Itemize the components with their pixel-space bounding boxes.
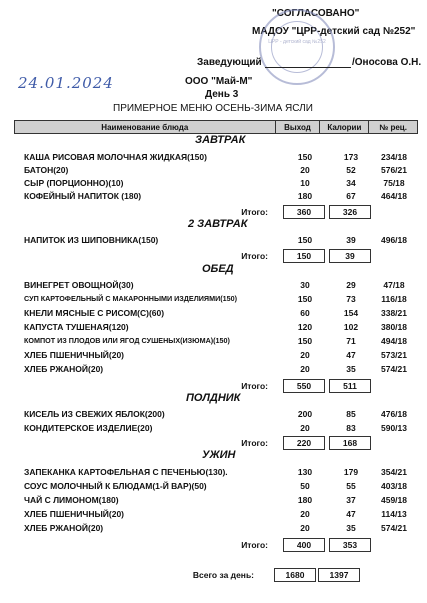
approved-label: "СОГЛАСОВАНО" xyxy=(272,8,360,19)
company-name: ООО "Май-М" xyxy=(185,76,253,87)
stamp-seal-text: ЦРР - детский сад №252 xyxy=(268,39,326,45)
day-label: День 3 xyxy=(205,89,239,100)
section-title: 2 ЗАВТРАК xyxy=(188,218,248,230)
col-yield: Выход xyxy=(275,121,320,134)
stamp-seal xyxy=(259,9,335,85)
section-title: ОБЕД xyxy=(202,263,234,275)
head-name: /Оносова О.Н. xyxy=(352,57,422,68)
section-title: ПОЛДНИК xyxy=(186,392,241,404)
handwritten-date: 24.01.2024 xyxy=(18,74,114,92)
org-name: МАДОУ "ЦРР-детский сад №252" xyxy=(252,26,416,37)
col-recipe: № рец. xyxy=(369,121,418,134)
section-title: ЗАВТРАК xyxy=(195,134,246,146)
signature-line xyxy=(265,67,351,68)
col-name: Наименование блюда xyxy=(15,121,276,134)
column-header xyxy=(14,120,418,134)
col-calories: Калории xyxy=(320,121,369,134)
head-label: Заведующий xyxy=(197,57,262,68)
section-title: УЖИН xyxy=(202,449,236,461)
menu-title: ПРИМЕРНОЕ МЕНЮ ОСЕНЬ-ЗИМА ЯСЛИ xyxy=(113,103,313,114)
